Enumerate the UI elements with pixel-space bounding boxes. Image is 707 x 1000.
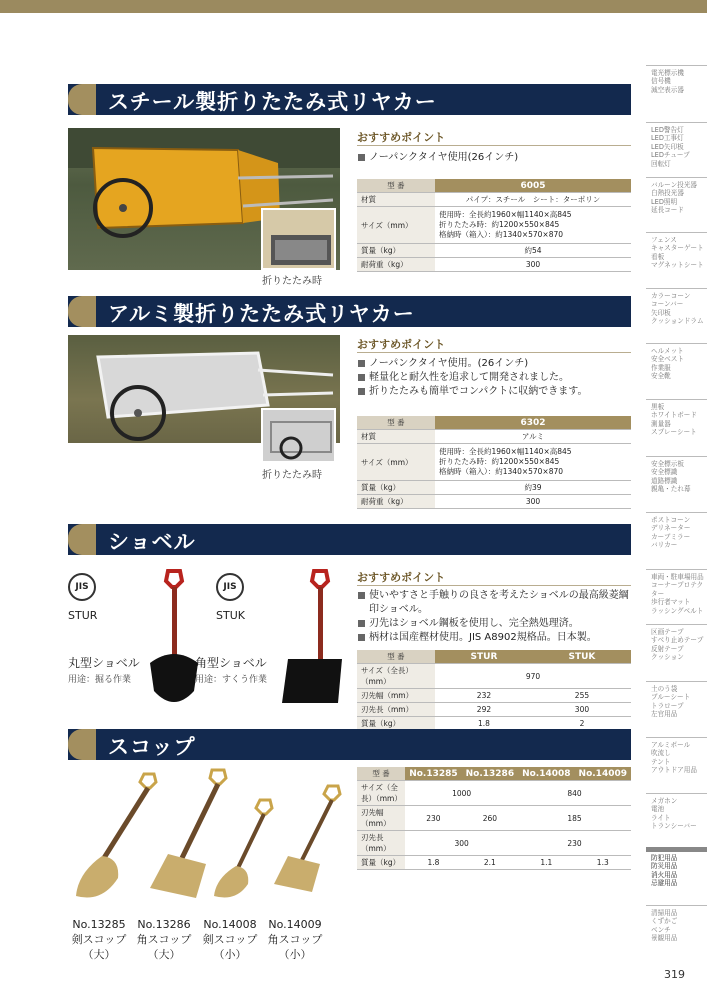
spec-label: 材質	[357, 193, 435, 207]
spec-label: 刃先長（mm）	[357, 831, 405, 856]
side-index-item: ブルーシート	[651, 693, 691, 702]
spec-value-size	[435, 207, 631, 244]
spec-value: 970	[435, 664, 631, 689]
spec-value: 300	[405, 831, 518, 856]
side-index-item: トランシーバー	[651, 822, 697, 831]
side-index-item: コーンバー	[651, 300, 684, 309]
spec-label: 刃先長（mm）	[357, 703, 435, 717]
side-index-item: クッション	[651, 653, 684, 662]
side-index-item: 安全靴	[651, 372, 671, 381]
scoop-name: 角スコップ	[267, 933, 323, 946]
side-index-item: 消火用品	[651, 870, 678, 879]
recommend-item: ノーパンクタイヤ使用。(26インチ)	[357, 357, 635, 371]
spec-table-shovel	[357, 650, 631, 731]
side-index-group	[646, 403, 707, 437]
spec-header-label: 型 番	[357, 767, 405, 781]
spec-value: 1.1	[518, 856, 574, 870]
divider	[357, 352, 631, 353]
spec-label: サイズ（mm）	[357, 444, 435, 481]
side-divider	[646, 343, 707, 344]
scoop-caption	[133, 917, 195, 962]
side-index-item: くずかご	[651, 917, 678, 926]
side-index-item: マグネットシート	[651, 261, 704, 270]
spec-label: サイズ（mm）	[357, 207, 435, 244]
top-color-band	[0, 0, 707, 13]
side-index-item: 白熱投光器	[651, 189, 684, 198]
side-index-group	[646, 741, 707, 775]
side-index-item: 安全標識	[651, 468, 678, 477]
product-use: 用途：掘る作業	[68, 675, 132, 685]
section-title: スチール製折りたたみ式リヤカー	[108, 90, 437, 114]
spec-label: 質量（kg）	[357, 481, 435, 495]
side-index-item: 吹流し	[651, 749, 671, 758]
spec-model: 6302	[435, 416, 631, 430]
spec-label: 質量（kg）	[357, 244, 435, 258]
side-index-item: 清掃用品	[651, 909, 678, 917]
spec-value: 840	[518, 781, 631, 806]
side-index-item: ヘルメット	[651, 347, 684, 355]
side-index-item: 歩行者マット	[651, 598, 691, 607]
size-line: 折りたたみ時：約1200×550×845	[439, 220, 560, 229]
spec-value: 185	[518, 806, 631, 831]
side-index-item: 看板	[651, 252, 665, 261]
side-index-item: 電光標示機	[651, 69, 684, 77]
square-shovel-image	[276, 563, 346, 713]
side-index-item: 景観用品	[651, 934, 678, 943]
spec-label: 質量（kg）	[357, 856, 405, 870]
side-index-item: すべり止めテープ	[651, 636, 704, 645]
spec-value: アルミ	[435, 430, 631, 444]
side-index-item: 区画テープ	[651, 628, 684, 636]
side-index-item: バリカー	[651, 541, 678, 550]
spec-value: パイプ：スチール シート：ターポリン	[435, 193, 631, 207]
side-index-group	[646, 460, 707, 494]
side-index-item: ベンチ	[651, 925, 671, 934]
spec-model: 6005	[435, 179, 631, 193]
recommend-item: 使いやすさと手触りの良さを考えたショベルの最高級菱綱印ショベル。	[357, 589, 635, 617]
spec-value: 約54	[435, 244, 631, 258]
side-divider	[646, 737, 707, 738]
side-index-item: 測量器	[651, 419, 671, 428]
side-index-group	[646, 854, 707, 888]
side-index-group	[646, 347, 707, 381]
section-header-scoop	[68, 729, 631, 760]
scoop-number: No.14009	[268, 918, 322, 931]
scoop-size: （小）	[213, 948, 247, 961]
scoop-size: （大）	[147, 948, 181, 961]
product-name: 丸型ショベル	[68, 656, 140, 670]
product-code: STUK	[216, 609, 245, 622]
spec-model: No.14008	[518, 767, 574, 781]
spec-value: 260	[462, 806, 518, 831]
side-index-item: クッションドラム	[651, 317, 704, 326]
side-index-item: デリネーター	[651, 524, 691, 533]
side-index-group	[646, 181, 707, 215]
side-index-item: 左官用品	[651, 710, 678, 719]
side-index-item: トラロープ	[651, 701, 684, 710]
spec-header-label: 型 番	[357, 179, 435, 193]
spec-value: 255	[533, 689, 631, 703]
side-index-item: 矢印板	[651, 308, 671, 317]
scoop-name: 剣スコップ	[71, 933, 127, 946]
section-title: ショベル	[108, 530, 196, 554]
side-index-item: 忌避用品	[651, 879, 678, 888]
side-index-group	[646, 236, 707, 270]
spec-value: 1.8	[405, 856, 461, 870]
side-divider	[646, 122, 707, 123]
side-index-item: 防犯用品	[651, 854, 678, 862]
side-index-group	[646, 628, 707, 662]
scoop-caption	[68, 917, 130, 962]
side-divider	[646, 232, 707, 233]
size-line: 折りたたみ時：約1200×550×845	[439, 457, 560, 466]
side-divider	[646, 65, 707, 66]
spec-label: 質量（kg）	[357, 717, 435, 731]
product-name: 角型ショベル	[195, 656, 267, 670]
section-header-aluminum-cart	[68, 296, 631, 327]
spec-model: No.14009	[575, 767, 631, 781]
size-line: 格納時（箱入）：約1340×570×870	[439, 467, 564, 476]
side-index-group	[646, 685, 707, 719]
size-line: 使用時：全長約1960×幅1140×高845	[439, 447, 572, 456]
scoop-number: No.14008	[203, 918, 257, 931]
size-line: 使用時：全長約1960×幅1140×高845	[439, 210, 572, 219]
round-shovel-image	[140, 563, 202, 713]
spec-label: サイズ（全長）（mm）	[357, 781, 405, 806]
scoop-number: No.13285	[72, 918, 126, 931]
spec-label: サイズ（全長）（mm）	[357, 664, 435, 689]
side-divider	[646, 177, 707, 178]
scoop-name: 角スコップ	[136, 933, 192, 946]
side-divider	[646, 512, 707, 513]
side-index-item: ライト	[651, 813, 671, 822]
section-title: アルミ製折りたたみ式リヤカー	[108, 302, 415, 326]
side-index-item: 信号機	[651, 77, 671, 86]
side-index-item: 車両・駐車場用品	[651, 573, 704, 581]
spec-value-size	[435, 444, 631, 481]
side-index-group	[646, 573, 707, 615]
side-index-item: LED工事灯	[651, 134, 684, 143]
side-divider	[646, 905, 707, 906]
folded-caption: 折りたたみ時	[262, 276, 322, 287]
side-index-item: LED照明	[651, 197, 678, 206]
side-index-item: ホワイトボード	[651, 411, 697, 420]
recommend-item: 折りたたみも簡単でコンパクトに収納できます。	[357, 385, 635, 399]
scoop-13286-image	[150, 770, 226, 898]
side-index-item: 延長コード	[651, 206, 684, 215]
side-index-item: 黒板	[651, 403, 665, 411]
size-line: 格納時（箱入）：約1340×570×870	[439, 230, 564, 239]
spec-value: 2.1	[462, 856, 518, 870]
side-divider	[646, 681, 707, 682]
side-index-item: アウトドア用品	[651, 766, 697, 775]
steel-cart-folded-photo	[261, 208, 336, 270]
scoop-images	[72, 768, 357, 918]
spec-label: 耐荷重（kg）	[357, 258, 435, 272]
side-index-group	[646, 69, 707, 94]
spec-model: STUR	[435, 650, 533, 664]
side-index-item: LED警告灯	[651, 126, 684, 134]
spec-table-6302	[357, 416, 631, 509]
jis-mark-icon: JIS	[68, 573, 96, 601]
product-use: 用途：すくう作業	[195, 675, 268, 685]
side-index-item: カラーコーン	[651, 292, 691, 300]
spec-model: No.13286	[462, 767, 518, 781]
side-index-group	[646, 292, 707, 326]
side-divider	[646, 624, 707, 625]
side-index-item: 減空表示器	[651, 85, 684, 94]
side-index-item: メガホン	[651, 797, 678, 805]
side-index-item: 土のう袋	[651, 685, 678, 693]
scoop-14009-image	[274, 786, 340, 892]
side-index-item: 回転灯	[651, 159, 671, 168]
side-index-item: テント	[651, 757, 671, 766]
recommend-heading: おすすめポイント	[357, 131, 446, 144]
recommend-item: 軽量化と耐久性を追求して開発されました。	[357, 371, 635, 385]
recommend-list	[357, 151, 635, 165]
side-divider	[646, 456, 707, 457]
spec-value: 300	[435, 258, 631, 272]
spec-value: 300	[435, 495, 631, 509]
spec-table-6005	[357, 179, 631, 272]
spec-value: 292	[435, 703, 533, 717]
side-index-item: 反射テープ	[651, 644, 684, 653]
recommend-heading: おすすめポイント	[357, 338, 446, 351]
side-index-group	[646, 909, 707, 943]
scoop-size: （大）	[82, 948, 116, 961]
spec-value: 230	[518, 831, 631, 856]
side-index-item: 防災用品	[651, 862, 678, 871]
spec-label: 刃先幅（mm）	[357, 806, 405, 831]
scoop-size: （小）	[278, 948, 312, 961]
spec-value: 1000	[405, 781, 518, 806]
scoop-caption	[199, 917, 261, 962]
section-header-shovel	[68, 524, 631, 555]
spec-header-label: 型 番	[357, 650, 435, 664]
spec-value: 2	[533, 717, 631, 731]
side-divider	[646, 288, 707, 289]
spec-label: 材質	[357, 430, 435, 444]
side-index-item: LEDチューブ	[651, 151, 690, 160]
side-index-group	[646, 516, 707, 550]
side-index-item: キャスターゲート	[651, 244, 704, 253]
scoop-name: 剣スコップ	[202, 933, 258, 946]
side-index-group	[646, 126, 707, 168]
side-index-item: ラッシングベルト	[651, 606, 704, 615]
spec-table-scoop	[357, 767, 631, 870]
side-index-group	[646, 797, 707, 831]
spec-label: 耐荷重（kg）	[357, 495, 435, 509]
divider	[357, 145, 631, 146]
scoop-13285-image	[76, 774, 156, 898]
spec-label: 刃先幅（mm）	[357, 689, 435, 703]
section-header-steel-cart	[68, 84, 631, 115]
page-number: 319	[664, 968, 685, 981]
side-divider	[646, 569, 707, 570]
spec-value: 232	[435, 689, 533, 703]
spec-model: No.13285	[405, 767, 461, 781]
side-index-item: カーブミラー	[651, 532, 691, 541]
side-index-item: 親亀・たれ幕	[651, 485, 691, 494]
spec-value: 1.3	[575, 856, 631, 870]
side-divider	[646, 399, 707, 400]
side-active-bar	[646, 847, 707, 852]
side-index-item: 道路標識	[651, 476, 678, 485]
side-index-item: 電池	[651, 805, 665, 814]
side-index-item: 作業服	[651, 363, 671, 372]
spec-value: 300	[533, 703, 631, 717]
side-index-item: スプレーシート	[651, 428, 697, 437]
divider	[357, 585, 631, 586]
recommend-list	[357, 357, 635, 399]
aluminum-cart-folded-photo	[261, 408, 336, 463]
side-index-item: 安全ベスト	[651, 355, 684, 364]
recommend-item: 柄材は国産樫材使用。JIS A8902規格品。日本製。	[357, 631, 635, 645]
side-index-item: バルーン投光器	[651, 181, 698, 189]
side-index-item: LED矢印板	[651, 142, 684, 151]
spec-value: 1.8	[435, 717, 533, 731]
product-code: STUR	[68, 609, 98, 622]
folded-caption: 折りたたみ時	[262, 470, 322, 481]
recommend-item: ノーパンクタイヤ使用(26インチ)	[357, 151, 635, 165]
side-index-item: アルミボール	[651, 741, 691, 749]
spec-model: STUK	[533, 650, 631, 664]
spec-header-label: 型 番	[357, 416, 435, 430]
side-index-item: ポストコーン	[651, 516, 691, 524]
scoop-14008-image	[214, 800, 272, 898]
scoop-caption	[264, 917, 326, 962]
jis-mark-icon: JIS	[216, 573, 244, 601]
side-index-item: 安全標示板	[651, 460, 684, 468]
side-index-item: フェンス	[651, 236, 677, 244]
recommend-list	[357, 589, 635, 645]
recommend-heading: おすすめポイント	[357, 571, 446, 584]
recommend-item: 刃先はショベル鋼板を使用し、完全熱処理済。	[357, 617, 635, 631]
section-title: スコップ	[108, 735, 196, 759]
scoop-number: No.13286	[137, 918, 191, 931]
spec-value: 230	[405, 806, 461, 831]
side-divider	[646, 793, 707, 794]
spec-value: 約39	[435, 481, 631, 495]
side-index-item: コーナープロテクター	[651, 581, 704, 598]
